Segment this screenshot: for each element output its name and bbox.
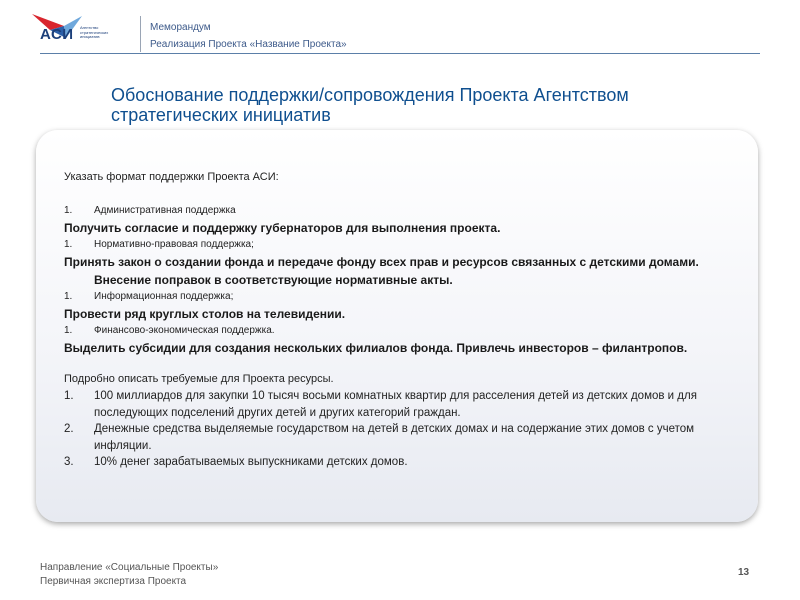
header-rule: [40, 53, 760, 54]
support-detail: Провести ряд круглых столов на телевидении.: [64, 307, 346, 321]
logo-subtitle: Агентство стратегических инициатив: [80, 25, 109, 40]
footer-direction: Направление «Социальные Проекты»: [40, 562, 219, 573]
support-type: [64, 323, 754, 339]
support-intro: Указать формат поддержки Проекта АСИ:: [64, 171, 279, 183]
project-line: Реализация Проекта «Название Проекта»: [150, 39, 347, 50]
list-number: 2.: [64, 423, 74, 435]
logo-text: АСИ: [40, 26, 74, 43]
support-detail: Получить согласие и поддержку губернаторов для выполнения проекта.: [64, 221, 501, 235]
list-number: 1.: [64, 325, 73, 336]
content-body: [64, 170, 754, 471]
document-type: Меморандум: [150, 22, 211, 33]
list-number: 1.: [64, 205, 73, 216]
list-number: 3.: [64, 456, 74, 468]
support-type: [64, 203, 754, 219]
footer-stage: Первичная экспертиза Проекта: [40, 576, 187, 587]
resource-item: [64, 388, 754, 421]
support-type-label: Административная поддержка: [94, 205, 236, 216]
support-type: [64, 237, 754, 253]
list-number: 1.: [64, 291, 73, 302]
resource-item: [64, 454, 754, 471]
support-type-label: Нормативно-правовая поддержка;: [94, 239, 254, 250]
resource-item: [64, 421, 754, 454]
resource-text: 10% денег зарабатываемых выпускниками детских домов.: [94, 456, 408, 468]
list-number: 1.: [64, 239, 73, 250]
support-type: [64, 289, 754, 305]
list-number: 1.: [64, 390, 74, 402]
support-detail: Принять закон о создании фонда и передаче фонду всех прав и ресурсов связанных с детскими домами. Внесение поправок в соответствующие нормативные акты.: [64, 255, 699, 287]
support-detail: Выделить субсидии для создания нескольких филиалов фонда. Привлечь инвесторов – филантропов.: [64, 341, 688, 355]
header-divider: [140, 16, 141, 52]
resources-intro: Подробно описать требуемые для Проекта ресурсы.: [64, 373, 334, 385]
page-number: 13: [738, 567, 750, 578]
support-type-label: Информационная поддержка;: [94, 291, 234, 302]
resource-text: 100 миллиардов для закупки 10 тысяч восьми комнатных квартир для расселения детей из детских домов и для последующих подселений других детей и других категорий граждан.: [94, 390, 697, 419]
page-title: Обоснование поддержки/сопровождения Проекта Агентством стратегических инициатив: [111, 85, 629, 125]
resource-text: Денежные средства выделяемые государством на детей в детских домах и на содержание этих домов с учетом инфляции.: [94, 423, 695, 452]
support-type-label: Финансово-экономическая поддержка.: [94, 325, 275, 336]
